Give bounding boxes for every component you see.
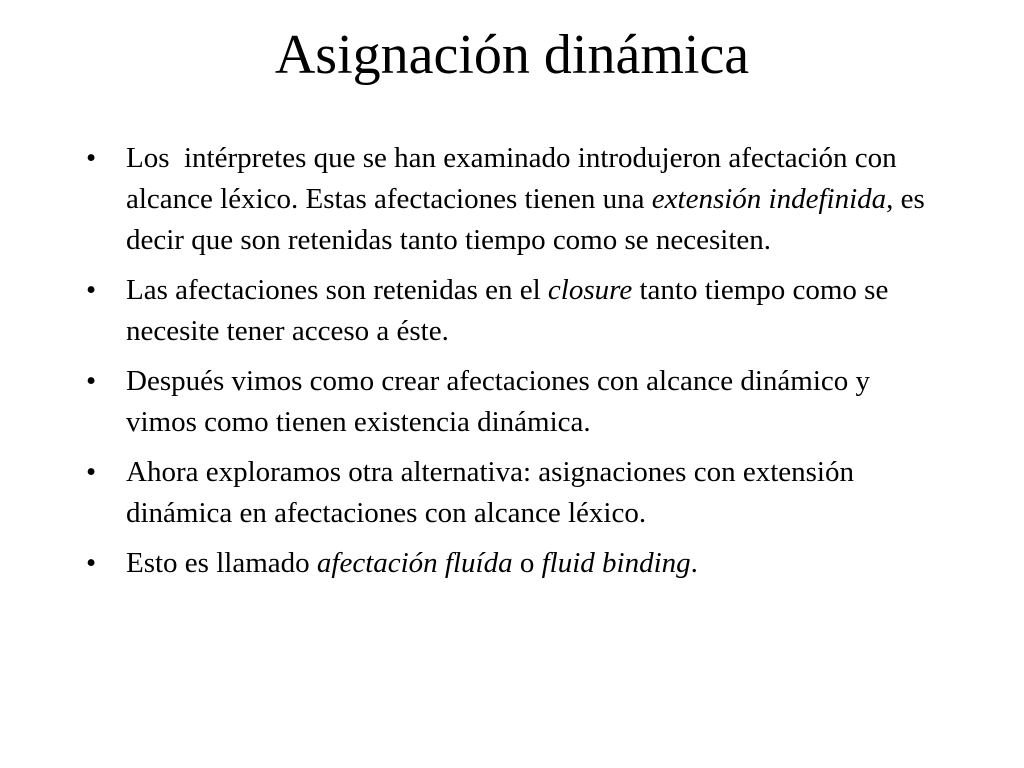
text-segment: tanto tiempo como se necesite tener acceso a éste. — [126, 274, 896, 347]
bullet-dot-icon: • — [86, 365, 97, 397]
bullet-text — [126, 142, 932, 256]
italic-text-segment: extensión indefinida — [651, 183, 887, 215]
bullet-dot-icon: • — [86, 456, 97, 488]
bullet-text — [126, 547, 698, 579]
italic-text-segment: afectación fluída — [316, 547, 513, 579]
bullet-list — [78, 138, 938, 593]
bullet-dot-icon: • — [86, 274, 97, 306]
text-segment: Las afectaciones son retenidas en el — [126, 274, 548, 306]
bullet-dot-icon: • — [86, 547, 97, 579]
text-segment: Ahora exploramos otra alternativa: asignaciones con extensión dinámica en afectaciones con alcance léxico. — [126, 456, 862, 529]
italic-text-segment: fluid binding — [541, 547, 691, 579]
bullet-dot-icon: • — [86, 142, 97, 174]
slide-title: Asignación dinámica — [274, 24, 750, 86]
bullet-text — [126, 365, 877, 438]
text-segment: o — [512, 547, 542, 579]
text-segment: Esto es llamado — [126, 547, 317, 579]
bullet-item — [78, 270, 938, 352]
text-segment: Después vimos como crear afectaciones con alcance dinámico y vimos como tienen existencia dinámica. — [126, 365, 878, 438]
bullet-text — [126, 456, 861, 529]
bullet-item — [78, 452, 938, 534]
text-segment: , es decir que son retenidas tanto tiempo como se necesiten. — [126, 183, 933, 256]
bullet-item — [78, 138, 938, 261]
bullet-text — [126, 274, 896, 347]
bullet-item — [78, 361, 938, 443]
italic-text-segment: closure — [547, 274, 633, 306]
text-segment: Los intérpretes que se han examinado introdujeron afectación con alcance léxico. Estas afectaciones tienen una — [126, 142, 904, 215]
text-segment: . — [690, 547, 698, 579]
bullet-item — [78, 543, 938, 584]
